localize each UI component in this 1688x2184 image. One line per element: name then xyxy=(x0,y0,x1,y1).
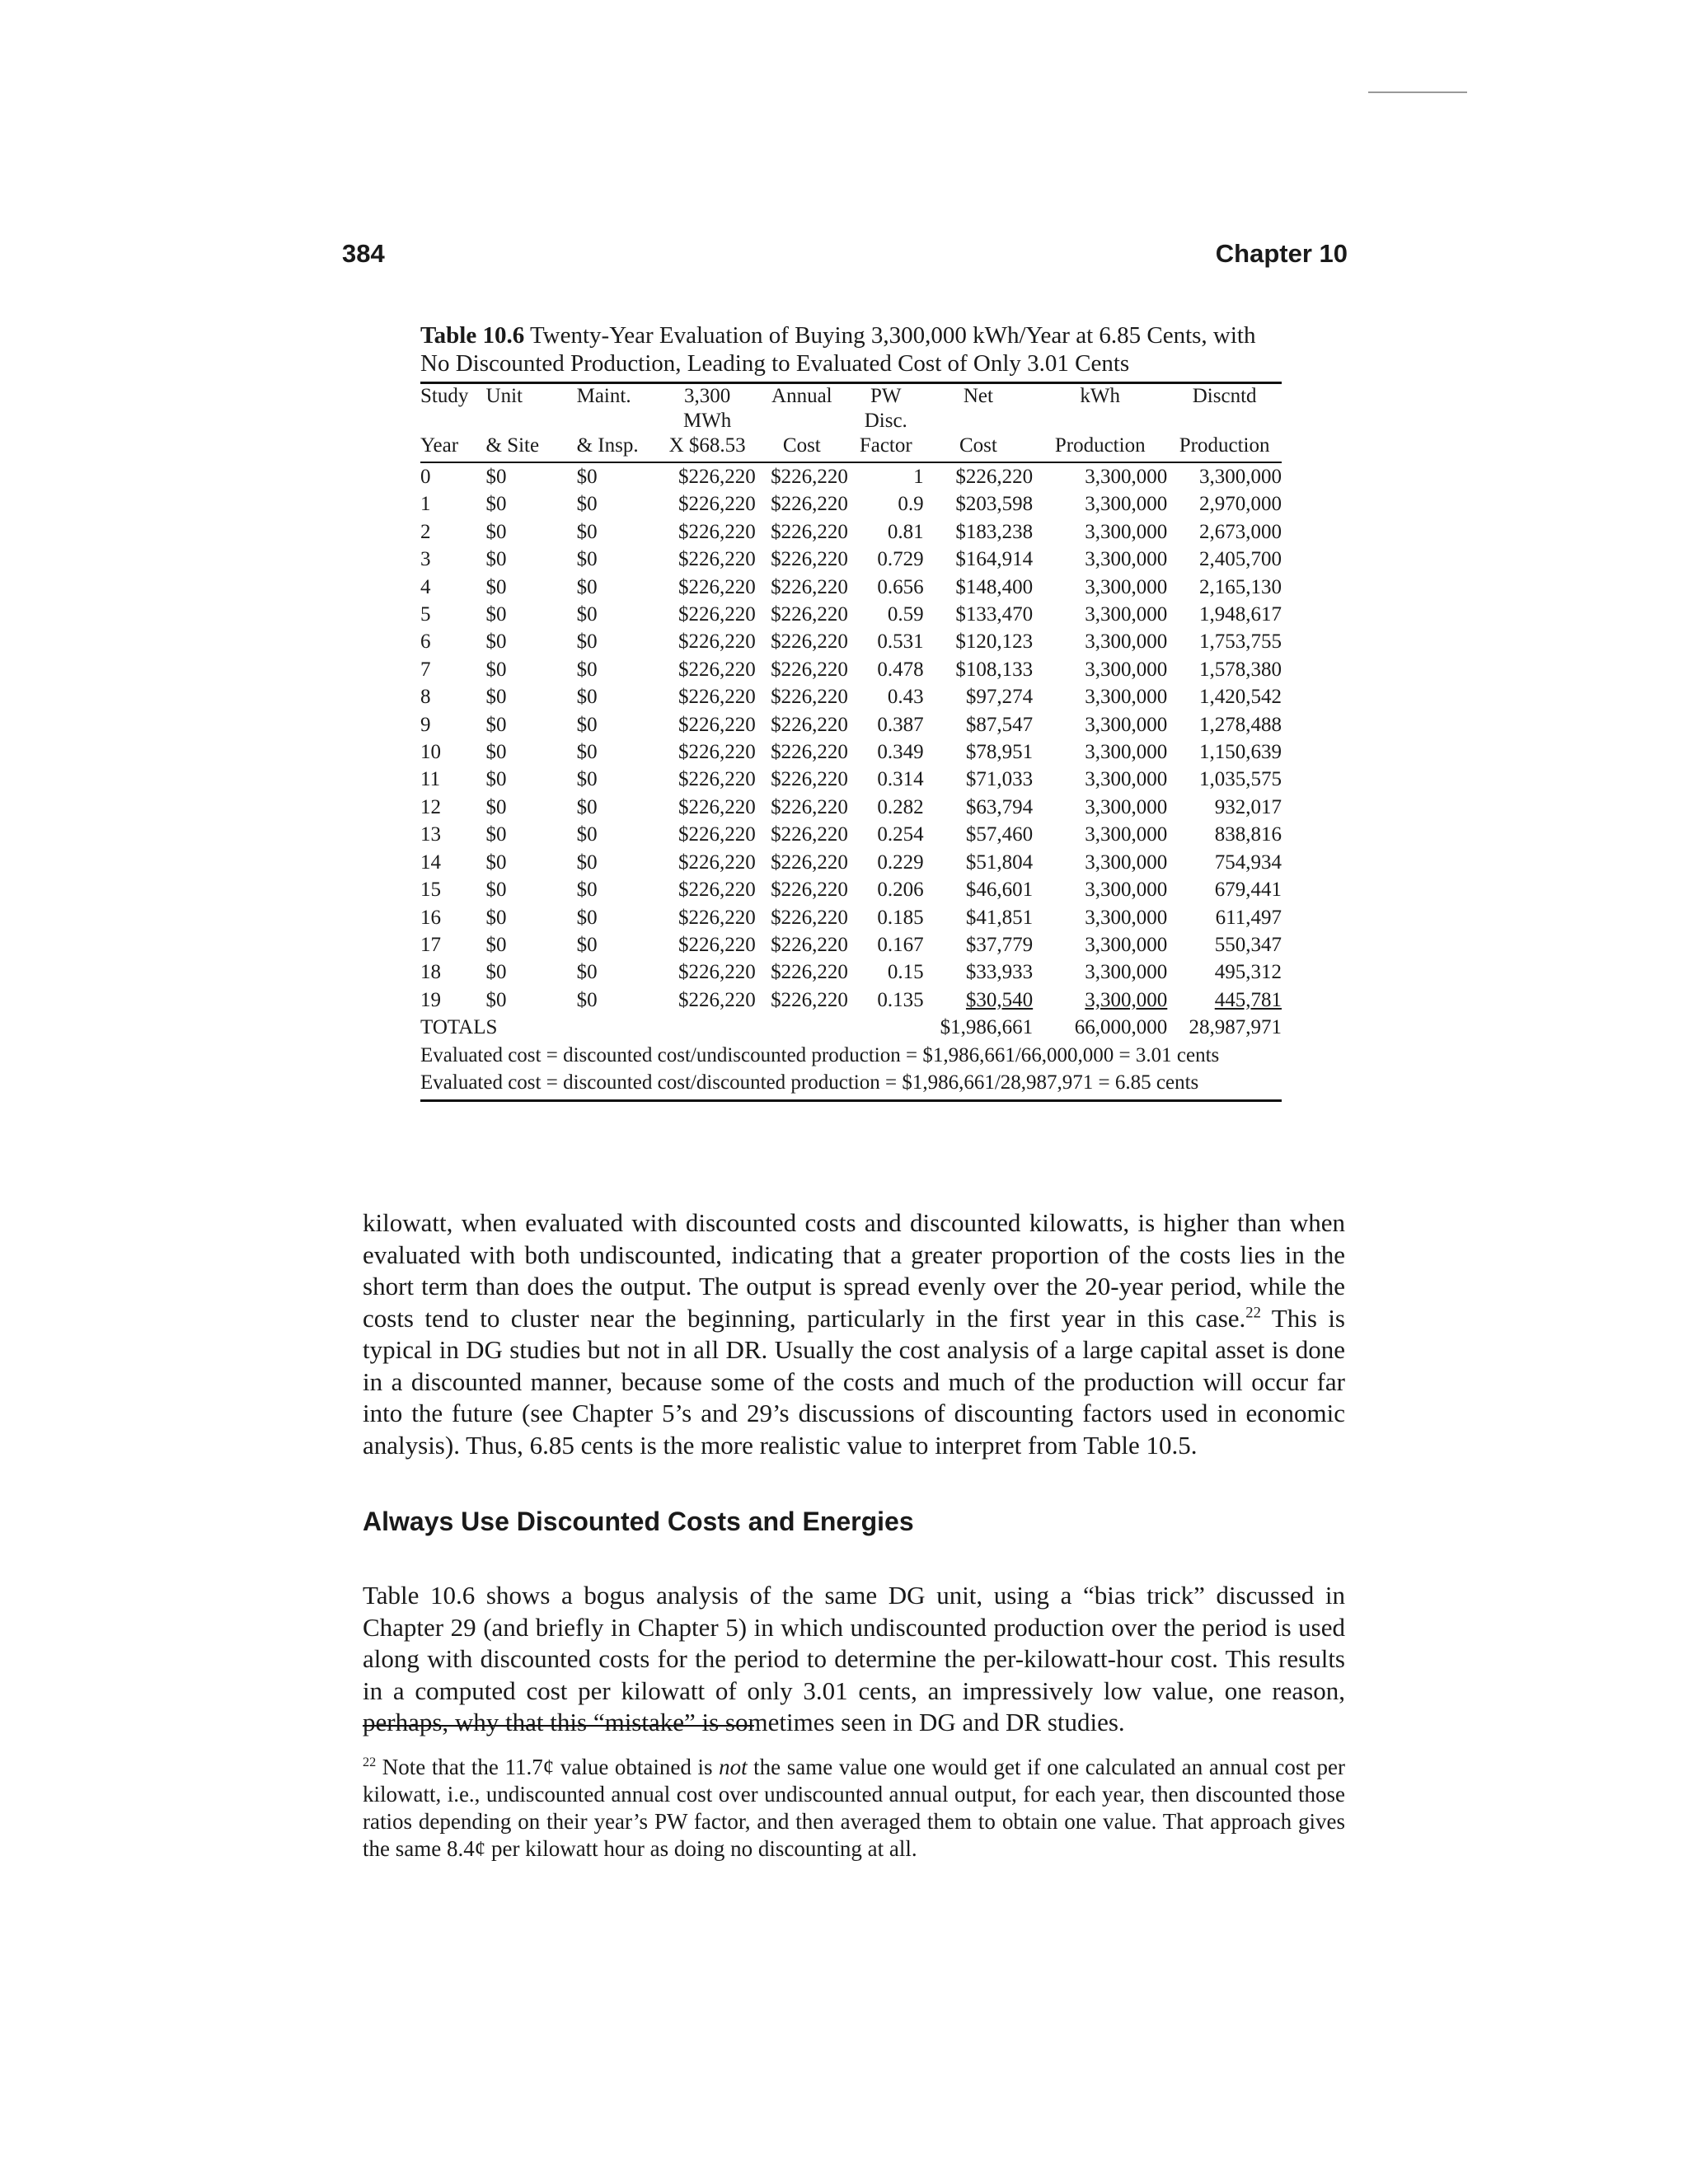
cell-unit-site: $0 xyxy=(485,658,507,681)
cell-net-cost: $226,220 xyxy=(955,466,1034,488)
cell-kwh-production: 3,300,000 xyxy=(1085,493,1168,516)
cell-annual-cost: $226,220 xyxy=(771,630,848,654)
cell-pw-disc-factor: 0.167 xyxy=(877,933,924,956)
cell-mwh-cost: $226,220 xyxy=(678,575,756,598)
section-heading: Always Use Discounted Costs and Energies xyxy=(363,1507,914,1536)
cell-mwh-cost: $226,220 xyxy=(678,630,756,654)
cell-maint-insp: $0 xyxy=(576,961,598,984)
footnote-emphasis: not xyxy=(719,1755,748,1779)
cell-pw-disc-factor: 0.206 xyxy=(877,879,924,902)
cell-mwh-cost: $226,220 xyxy=(678,823,756,846)
header-discounted-production: Production xyxy=(1167,434,1282,462)
cell-net-cost: $51,804 xyxy=(965,851,1034,874)
header-maint-insp: Maint. xyxy=(576,385,631,407)
page-number: 384 xyxy=(342,239,385,268)
footnote-marker: 22 xyxy=(363,1755,377,1769)
cell-annual-cost: $226,220 xyxy=(771,795,848,818)
cell-maint-insp: $0 xyxy=(576,879,598,902)
cell-study-year: 2 xyxy=(420,520,431,543)
header-mwh-cost: X $68.53 xyxy=(659,434,756,462)
cell-maint-insp: $0 xyxy=(576,851,598,874)
cell-discounted-production: 2,970,000 xyxy=(1199,493,1282,516)
cell-pw-disc-factor: 0.531 xyxy=(877,630,924,654)
cell-kwh-production: 3,300,000 xyxy=(1085,961,1168,984)
cell-annual-cost: $226,220 xyxy=(771,961,848,984)
cell-unit-site: $0 xyxy=(485,823,507,846)
cell-annual-cost: $226,220 xyxy=(771,713,848,736)
cell-mwh-cost: $226,220 xyxy=(678,493,756,516)
table-row xyxy=(420,462,1282,490)
cell-unit-site: $0 xyxy=(485,851,507,874)
cell-maint-insp: $0 xyxy=(576,603,598,626)
footnote-reference: 22 xyxy=(1245,1304,1261,1322)
cell-unit-site: $0 xyxy=(485,741,507,764)
cell-pw-disc-factor: 0.254 xyxy=(877,823,924,846)
cell-discounted-production: 1,150,639 xyxy=(1199,741,1282,764)
cell-net-cost: $30,540 xyxy=(965,988,1034,1011)
cell-maint-insp: $0 xyxy=(576,466,598,488)
table-row xyxy=(420,601,1282,628)
cell-pw-disc-factor: 0.135 xyxy=(877,988,924,1011)
cell-discounted-production: 495,312 xyxy=(1214,961,1282,984)
cell-mwh-cost: $226,220 xyxy=(678,741,756,764)
cell-mwh-cost: $226,220 xyxy=(678,713,756,736)
cell-study-year: 10 xyxy=(420,741,441,764)
cell-net-cost: $120,123 xyxy=(955,630,1034,654)
cell-kwh-production: 3,300,000 xyxy=(1085,988,1168,1011)
cell-mwh-cost: $226,220 xyxy=(678,768,756,791)
cell-maint-insp: $0 xyxy=(576,823,598,846)
cell-unit-site: $0 xyxy=(485,906,507,929)
table-row xyxy=(420,987,1282,1014)
cell-maint-insp: $0 xyxy=(576,933,598,956)
cell-maint-insp: $0 xyxy=(576,741,598,764)
table-row xyxy=(420,904,1282,931)
cell-net-cost: $63,794 xyxy=(965,795,1034,818)
header-discounted-production: Discntd xyxy=(1192,385,1257,407)
header-net-cost: Cost xyxy=(924,434,1034,462)
table-row xyxy=(420,656,1282,683)
cell-discounted-production: 550,347 xyxy=(1214,933,1282,956)
cell-kwh-production: 3,300,000 xyxy=(1085,603,1168,626)
cell-discounted-production: 2,405,700 xyxy=(1199,548,1282,571)
cell-mwh-cost: $226,220 xyxy=(678,988,756,1011)
cell-kwh-production: 3,300,000 xyxy=(1085,548,1168,571)
cell-mwh-cost: $226,220 xyxy=(678,906,756,929)
cell-mwh-cost: $226,220 xyxy=(678,466,756,488)
cell-unit-site: $0 xyxy=(485,961,507,984)
cell-net-cost: $87,547 xyxy=(965,713,1034,736)
cell-kwh-production: 3,300,000 xyxy=(1085,768,1168,791)
cell-unit-site: $0 xyxy=(485,493,507,516)
table-row xyxy=(420,518,1282,546)
cell-pw-disc-factor: 0.478 xyxy=(877,658,924,681)
scan-corner-rule xyxy=(1368,91,1467,93)
cell-net-cost: $37,779 xyxy=(965,933,1034,956)
table-row xyxy=(420,490,1282,518)
cell-unit-site: $0 xyxy=(485,768,507,791)
cell-unit-site: $0 xyxy=(485,548,507,571)
cell-discounted-production: 932,017 xyxy=(1214,795,1282,818)
cell-annual-cost: $226,220 xyxy=(771,933,848,956)
cell-kwh-production: 3,300,000 xyxy=(1085,906,1168,929)
cell-pw-disc-factor: 0.349 xyxy=(877,741,924,764)
cell-mwh-cost: $226,220 xyxy=(678,795,756,818)
cell-discounted-production: 754,934 xyxy=(1214,851,1282,874)
table-row xyxy=(420,876,1282,903)
cell-study-year: 19 xyxy=(420,988,441,1011)
cell-kwh-production: 3,300,000 xyxy=(1085,741,1168,764)
cell-net-cost: $33,933 xyxy=(965,961,1034,984)
cell-unit-site: $0 xyxy=(485,520,507,543)
cell-mwh-cost: $226,220 xyxy=(678,961,756,984)
cell-kwh-production: 3,300,000 xyxy=(1085,630,1168,654)
cell-kwh-production: 3,300,000 xyxy=(1085,713,1168,736)
cell-maint-insp: $0 xyxy=(576,520,598,543)
cell-unit-site: $0 xyxy=(485,466,507,488)
footnote-rule xyxy=(363,1725,754,1727)
header-net-cost: Net xyxy=(963,385,993,407)
cell-annual-cost: $226,220 xyxy=(771,466,848,488)
evaluated-cost-note-1: Evaluated cost = discounted cost/undiscounted production = $1,986,661/66,000,000 = 3.01 cents xyxy=(420,1043,1220,1066)
table-row xyxy=(420,738,1282,766)
cell-maint-insp: $0 xyxy=(576,630,598,654)
totals-label: TOTALS xyxy=(420,1016,498,1039)
cell-maint-insp: $0 xyxy=(576,575,598,598)
evaluated-cost-note-2: Evaluated cost = discounted cost/discounted production = $1,986,661/28,987,971 = 6.85 cents xyxy=(420,1071,1199,1094)
cell-kwh-production: 3,300,000 xyxy=(1085,933,1168,956)
header-kwh-production: kWh xyxy=(1080,385,1121,407)
cell-study-year: 12 xyxy=(420,795,441,818)
cell-discounted-production: 1,035,575 xyxy=(1199,768,1282,791)
cell-discounted-production: 679,441 xyxy=(1214,879,1282,902)
cell-study-year: 11 xyxy=(420,768,441,791)
table-row xyxy=(420,711,1282,738)
chapter-title: Chapter 10 xyxy=(1215,239,1348,268)
cell-maint-insp: $0 xyxy=(576,686,598,709)
cell-mwh-cost: $226,220 xyxy=(678,658,756,681)
cell-pw-disc-factor: 0.81 xyxy=(887,520,924,543)
cell-mwh-cost: $226,220 xyxy=(678,603,756,626)
cell-net-cost: $71,033 xyxy=(965,768,1034,791)
header-study-year: Year xyxy=(420,434,486,462)
cell-annual-cost: $226,220 xyxy=(771,906,848,929)
body-paragraph-1-text-a: kilowatt, when evaluated with discounted costs and discounted kilowatts, is higher than when evaluated with both undiscounted, indicating that a greater proportion of the costs lies in the short term than does the output. The output is spread evenly over the 20-year period, while the costs tend to cluster near the beginning, particularly in the first year in this case. xyxy=(363,1208,1345,1333)
header-pw-disc-factor: Factor xyxy=(848,434,924,462)
cell-annual-cost: $226,220 xyxy=(771,575,848,598)
cell-unit-site: $0 xyxy=(485,933,507,956)
cell-annual-cost: $226,220 xyxy=(771,603,848,626)
table-bottom-rule xyxy=(420,1099,1282,1102)
header-unit-site: & Site xyxy=(486,434,577,462)
cell-unit-site: $0 xyxy=(485,879,507,902)
cell-kwh-production: 3,300,000 xyxy=(1085,686,1168,709)
cell-pw-disc-factor: 0.59 xyxy=(887,603,924,626)
cell-pw-disc-factor: 0.282 xyxy=(877,795,924,818)
table-row xyxy=(420,958,1282,986)
cell-unit-site: $0 xyxy=(485,603,507,626)
cell-maint-insp: $0 xyxy=(576,658,598,681)
cell-unit-site: $0 xyxy=(485,713,507,736)
cell-kwh-production: 3,300,000 xyxy=(1085,466,1168,488)
cell-annual-cost: $226,220 xyxy=(771,493,848,516)
cell-annual-cost: $226,220 xyxy=(771,658,848,681)
cell-pw-disc-factor: 0.314 xyxy=(877,768,924,791)
header-study-year: Study xyxy=(420,385,469,407)
cell-net-cost: $183,238 xyxy=(955,520,1034,543)
totals-row xyxy=(420,1014,1282,1041)
cell-maint-insp: $0 xyxy=(576,713,598,736)
cell-maint-insp: $0 xyxy=(576,906,598,929)
cell-discounted-production: 2,673,000 xyxy=(1199,520,1282,543)
table-row xyxy=(420,628,1282,655)
totals-kwh-production: 66,000,000 xyxy=(1074,1016,1168,1039)
header-mwh-cost: 3,300 MWh xyxy=(682,385,732,432)
cell-net-cost: $148,400 xyxy=(955,575,1034,598)
cell-maint-insp: $0 xyxy=(576,493,598,516)
cell-study-year: 7 xyxy=(420,658,431,681)
cell-study-year: 8 xyxy=(420,686,431,709)
table-header-row xyxy=(420,384,1282,434)
table-row xyxy=(420,574,1282,601)
cell-net-cost: $108,133 xyxy=(955,658,1034,681)
header-kwh-production: Production xyxy=(1033,434,1167,462)
cell-annual-cost: $226,220 xyxy=(771,548,848,571)
cell-discounted-production: 1,420,542 xyxy=(1199,686,1282,709)
cell-mwh-cost: $226,220 xyxy=(678,548,756,571)
cell-kwh-production: 3,300,000 xyxy=(1085,851,1168,874)
cell-study-year: 13 xyxy=(420,823,441,846)
cell-annual-cost: $226,220 xyxy=(771,823,848,846)
cell-unit-site: $0 xyxy=(485,630,507,654)
cell-net-cost: $133,470 xyxy=(955,603,1034,626)
cell-kwh-production: 3,300,000 xyxy=(1085,520,1168,543)
cell-mwh-cost: $226,220 xyxy=(678,851,756,874)
cell-net-cost: $203,598 xyxy=(955,493,1034,516)
cell-discounted-production: 2,165,130 xyxy=(1199,575,1282,598)
body-paragraph-1 xyxy=(363,1207,1345,1461)
cell-study-year: 3 xyxy=(420,548,431,571)
cell-discounted-production: 838,816 xyxy=(1214,823,1282,846)
cell-unit-site: $0 xyxy=(485,988,507,1011)
header-unit-site: Unit xyxy=(485,385,523,407)
header-annual-cost: Cost xyxy=(756,434,848,462)
header-annual-cost: Annual xyxy=(771,385,832,407)
table-header-row xyxy=(420,434,1282,462)
table-row xyxy=(420,931,1282,958)
table-row xyxy=(420,849,1282,876)
cell-pw-disc-factor: 0.229 xyxy=(877,851,924,874)
footnote-text-b: the same value one would get if one calculated an annual cost per kilowatt, i.e., undiscounted annual cost over undiscounted annual output, for each year, then discounted those ratios depending on their year’s PW factor, and then averaged them to obtain one value. That approach gives the same 8.4¢ per kilowatt hour as doing no discounting at all. xyxy=(363,1755,1345,1861)
table-caption-label: Table 10.6 xyxy=(420,322,525,349)
cell-maint-insp: $0 xyxy=(576,988,598,1011)
cell-mwh-cost: $226,220 xyxy=(678,520,756,543)
cell-study-year: 6 xyxy=(420,630,431,654)
cell-study-year: 4 xyxy=(420,575,431,598)
footnote xyxy=(363,1754,1345,1863)
data-table xyxy=(420,384,1282,1042)
table-row xyxy=(420,683,1282,710)
cell-pw-disc-factor: 1 xyxy=(913,466,924,488)
cell-kwh-production: 3,300,000 xyxy=(1085,658,1168,681)
cell-discounted-production: 611,497 xyxy=(1215,906,1282,929)
cell-annual-cost: $226,220 xyxy=(771,741,848,764)
table-caption-text: Twenty-Year Evaluation of Buying 3,300,000 kWh/Year at 6.85 Cents, with No Discounted Production, Leading to Evaluated Cost of Only 3.01 Cents xyxy=(420,322,1256,377)
table-row xyxy=(420,821,1282,848)
cell-discounted-production: 445,781 xyxy=(1214,988,1282,1011)
cell-kwh-production: 3,300,000 xyxy=(1085,795,1168,818)
cell-maint-insp: $0 xyxy=(576,768,598,791)
cell-kwh-production: 3,300,000 xyxy=(1085,575,1168,598)
cell-pw-disc-factor: 0.729 xyxy=(877,548,924,571)
cell-kwh-production: 3,300,000 xyxy=(1085,823,1168,846)
table-row xyxy=(420,794,1282,821)
cell-study-year: 15 xyxy=(420,879,441,902)
cell-mwh-cost: $226,220 xyxy=(678,686,756,709)
cell-net-cost: $57,460 xyxy=(965,823,1034,846)
cell-maint-insp: $0 xyxy=(576,795,598,818)
cell-study-year: 17 xyxy=(420,933,441,956)
cell-pw-disc-factor: 0.656 xyxy=(877,575,924,598)
cell-discounted-production: 3,300,000 xyxy=(1199,466,1282,488)
cell-study-year: 0 xyxy=(420,466,431,488)
cell-pw-disc-factor: 0.15 xyxy=(887,961,924,984)
body-paragraph-2-text: Table 10.6 shows a bogus analysis of the same DG unit, using a “bias trick” discussed in Chapter 29 (and briefly in Chapter 5) in which undiscounted production over the period is used along with discounted costs for the period to determine the per-kilowatt-hour cost. This results in a computed cost per kilowatt of only 3.01 cents, an impressively low value, one reason, perhaps, why that this “mistake” is sometimes seen in DG and DR studies. xyxy=(363,1581,1345,1736)
cell-study-year: 5 xyxy=(420,603,431,626)
cell-study-year: 1 xyxy=(420,493,431,516)
cell-kwh-production: 3,300,000 xyxy=(1085,879,1168,902)
cell-pw-disc-factor: 0.185 xyxy=(877,906,924,929)
data-table-container xyxy=(420,382,1282,1102)
cell-net-cost: $46,601 xyxy=(965,879,1034,902)
body-paragraph-2 xyxy=(363,1554,1345,1765)
footnote-text-a: Note that the 11.7¢ value obtained is xyxy=(376,1755,720,1779)
cell-annual-cost: $226,220 xyxy=(771,851,848,874)
cell-annual-cost: $226,220 xyxy=(771,988,848,1011)
cell-pw-disc-factor: 0.387 xyxy=(877,713,924,736)
cell-annual-cost: $226,220 xyxy=(771,686,848,709)
cell-discounted-production: 1,578,380 xyxy=(1199,658,1282,681)
cell-net-cost: $78,951 xyxy=(965,741,1034,764)
cell-discounted-production: 1,948,617 xyxy=(1199,603,1282,626)
header-maint-insp: & Insp. xyxy=(577,434,659,462)
cell-annual-cost: $226,220 xyxy=(771,768,848,791)
cell-annual-cost: $226,220 xyxy=(771,520,848,543)
header-pw-disc-factor: PW Disc. xyxy=(864,385,907,432)
cell-mwh-cost: $226,220 xyxy=(678,933,756,956)
cell-unit-site: $0 xyxy=(485,686,507,709)
cell-net-cost: $41,851 xyxy=(965,906,1034,929)
cell-annual-cost: $226,220 xyxy=(771,879,848,902)
cell-study-year: 9 xyxy=(420,713,431,736)
cell-unit-site: $0 xyxy=(485,575,507,598)
body-paragraph-1-text-b: This is typical in DG studies but not in all DR. Usually the cost analysis of a large capital asset is done in a discounted manner, because some of the costs and much of the production will occur far into the future (see Chapter 5’s and 29’s discussions of discounting factors used in economic analysis). Thus, 6.85 cents is the more realistic value to interpret from Table 10.5. xyxy=(363,1303,1345,1460)
table-caption xyxy=(420,321,1286,377)
cell-pw-disc-factor: 0.43 xyxy=(887,686,924,709)
cell-maint-insp: $0 xyxy=(576,548,598,571)
totals-discounted-production: 28,987,971 xyxy=(1189,1016,1282,1039)
cell-net-cost: $164,914 xyxy=(955,548,1034,571)
table-row xyxy=(420,546,1282,573)
table-row xyxy=(420,766,1282,793)
cell-study-year: 14 xyxy=(420,851,441,874)
cell-study-year: 16 xyxy=(420,906,441,929)
cell-discounted-production: 1,753,755 xyxy=(1199,630,1282,654)
cell-unit-site: $0 xyxy=(485,795,507,818)
cell-study-year: 18 xyxy=(420,961,441,984)
cell-pw-disc-factor: 0.9 xyxy=(898,493,924,516)
cell-net-cost: $97,274 xyxy=(965,686,1034,709)
totals-net-cost: $1,986,661 xyxy=(940,1016,1034,1039)
cell-discounted-production: 1,278,488 xyxy=(1199,713,1282,736)
cell-mwh-cost: $226,220 xyxy=(678,879,756,902)
